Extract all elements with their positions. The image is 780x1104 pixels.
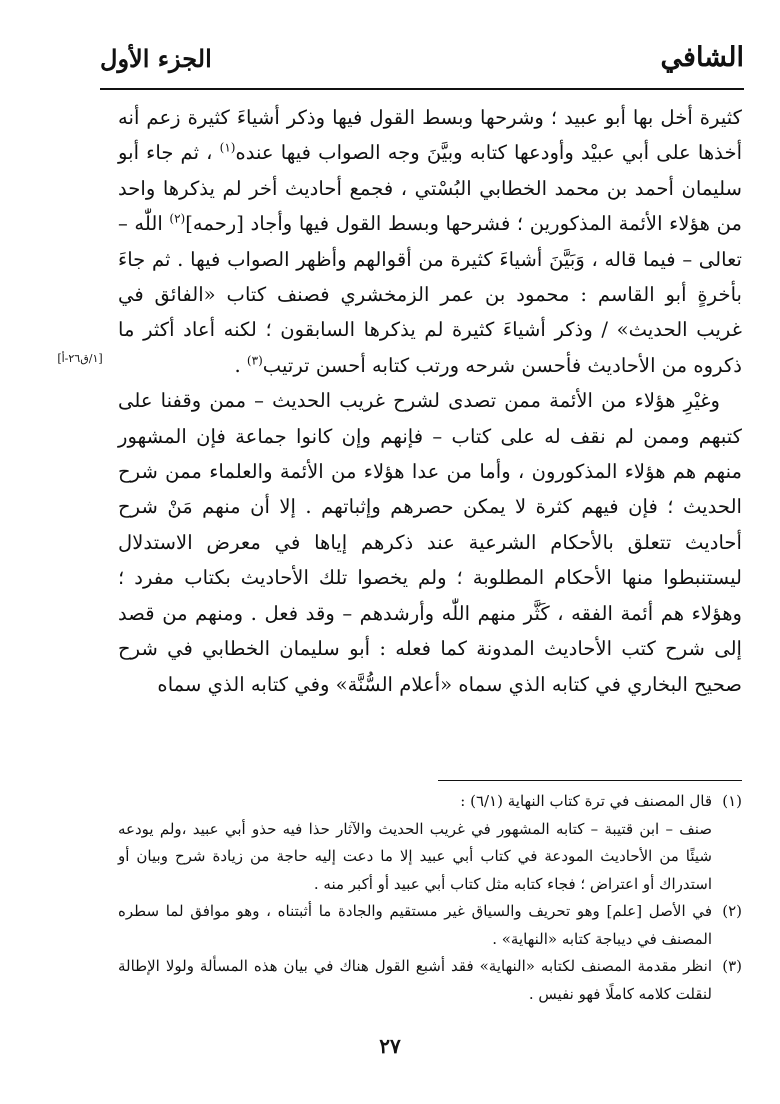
footnote-3-number: (٣) <box>722 957 742 975</box>
footnote-1-text: صنف – ابن قتيبة – كتابه المشهور في غريب الحديث والآثار حذا فيه حذو أبي عبيد ،ولم يودعه شيئًا من الأحاديث المودعة في كتاب أبي عبيد إلا ما دعت إليه حاجة من زيادة شرح وبيان أو استدراك أو اعتراض ؛ فجاء كتابه مثل كتاب أبي عبيد أو أكبر منه . <box>118 819 712 893</box>
paragraph-1 <box>118 100 742 383</box>
footnote-ref-2[interactable]: (٢) <box>169 211 186 226</box>
footnotes <box>118 788 742 1008</box>
paragraph-1-part-b: ، ثم جاء أبو سليمان أحمد بن محمد الخطابي البُسْتي ، فجمع أحاديث أخر لم يذكرها واحد من هؤلاء الأئمة المذكورين ؛ فشرحها وبسط القول فيها وأجاد [رحمه] <box>118 141 742 236</box>
book-title: الشافي <box>660 42 744 73</box>
footnote-1 <box>118 788 742 898</box>
footnote-1-number: (١) <box>722 792 742 810</box>
main-text <box>118 100 742 702</box>
header-divider <box>100 88 744 90</box>
paragraph-2: وغيْرِ هؤلاء من الأئمة ممن تصدى لشرح غريب الحديث – ممن وقفنا على كتبهم وممن لم نقف له على كتاب – فإنهم وإن كانوا جماعة فإن المشهور منهم هم هؤلاء المذكورون ، وأما من عدا هؤلاء من الأئمة والعلماء ممن شرح الحديث ؛ فإن فيهم كثرة لا يمكن حصرهم وإثباتهم . إلا أن منهم مَنْ شرح أحاديث تتعلق بالأحكام الشرعية عند ذكرهم إياها في معرض الاستدلال ليستنبطوا منها الأحكام المطلوبة ؛ ولم يخصوا تلك الأحاديث بكتاب مفرد ؛ وهؤلاء هم أئمة الفقه ، كَثَّر منهم اللّٰه وأرشدهم – وقد فعل . ومنهم من قصد إلى شرح كتب الأحاديث المدونة كما فعله : أبو سليمان الخطابي في شرح صحيح البخاري في كتابه الذي سماه «أعلام السُّنَّة» وفي كتابه الذي سماه <box>118 389 742 696</box>
volume-label: الجزء الأول <box>100 44 212 73</box>
paragraph-1-part-c: اللّٰه – تعالى – فيما قاله ، وَبَيَّنَ أشياءَ كثيرة من أقوالهم وأظهر الصواب فيها . ثم جاءَ بأخرةٍ أبو القاسم : محمود بن عمر الزمخشري فصنف كتاب «الفائق في غريب الحديث» / وذكر أشياءَ كثيرة لم يذكرها السابقون ؛ لكنه أعاد أكثر ما ذكروه من الأحاديث فأحسن شرحه ورتب كتابه أحسن ترتيب <box>118 212 742 377</box>
footnote-1-lead: قال المصنف في ترة كتاب النهاية (٦/١) : <box>460 792 712 810</box>
footnote-ref-1[interactable]: (١) <box>219 140 236 155</box>
footnote-3-text: انظر مقدمة المصنف لكتابه «النهاية» فقد أشبع القول هناك في بيان هذه المسألة ولولا الإطالة لنقلت كلامه كاملًا فهو نفيس . <box>118 957 712 1003</box>
manuscript-folio-note: [١/ق٢٦-أ] <box>57 352 103 365</box>
footnote-2-number: (٢) <box>722 902 742 920</box>
running-header <box>100 40 744 90</box>
page-number: ٢٧ <box>379 1034 401 1058</box>
paragraph-1-part-a: كثيرة أخل بها أبو عبيد ؛ وشرحها وبسط القول فيها وذكر أشياءَ كثيرة زعم أنه أخذها على أبي عبيْد وأودعها كتابه وبيَّنَ وجه الصواب فيها عنده <box>118 106 743 165</box>
footnote-3 <box>118 953 742 1008</box>
footnote-ref-3[interactable]: (٣) <box>246 353 263 368</box>
paragraph-1-part-d: . <box>234 353 247 377</box>
footnote-2 <box>118 898 742 953</box>
footnote-divider <box>438 780 742 781</box>
footnote-2-text: في الأصل [علم] وهو تحريف والسياق غير مستقيم والجادة ما أثبتناه ، وهو موافق لما سطره المصنف في ديباجة كتابه «النهاية» . <box>118 902 712 948</box>
